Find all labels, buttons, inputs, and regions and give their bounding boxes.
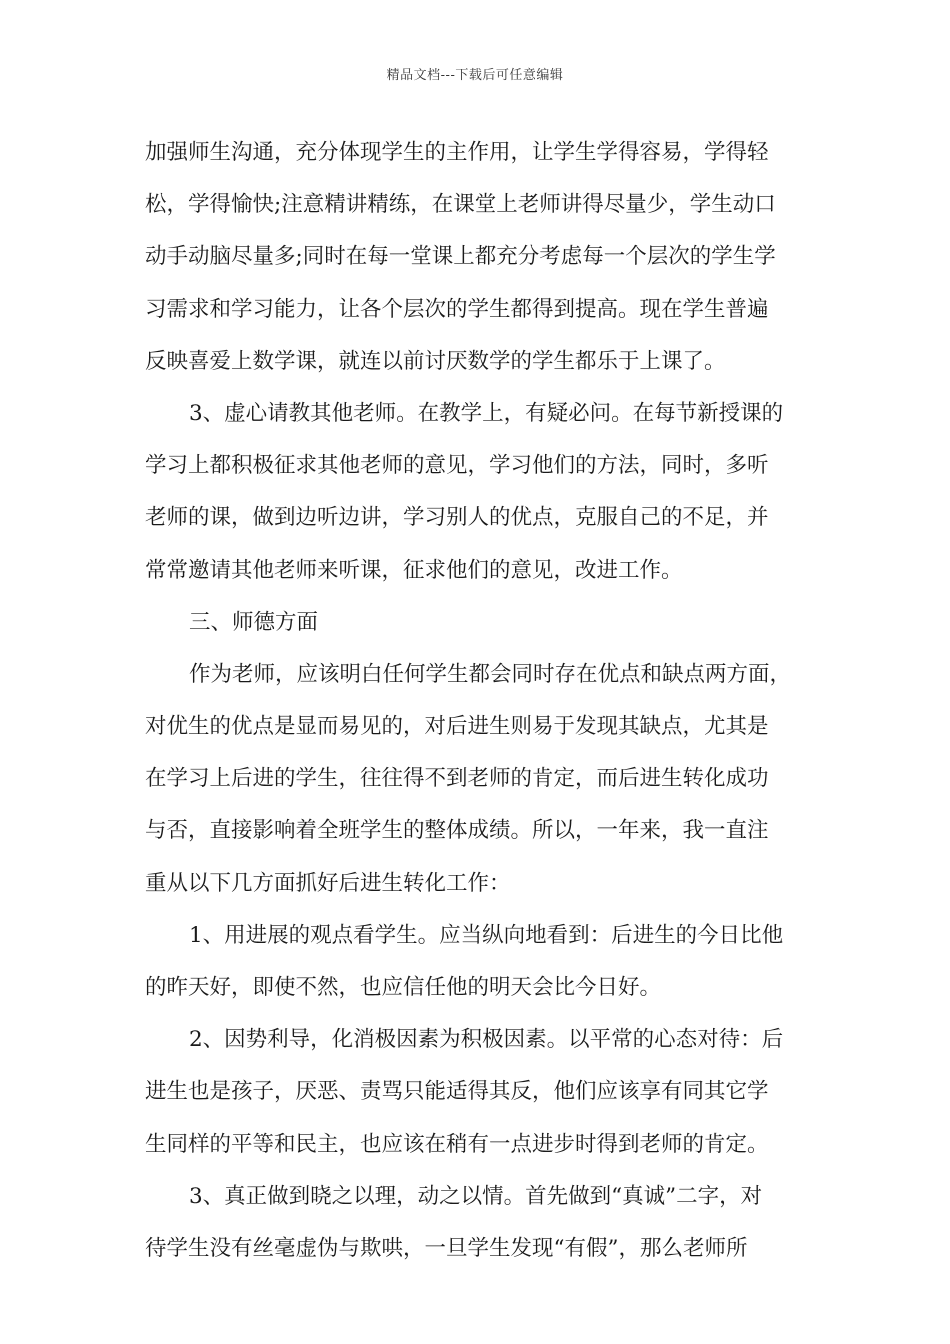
text-line: 反映喜爱上数学课，就连以前讨厌数学的学生都乐于上课了。: [145, 348, 726, 374]
paragraph: [145, 910, 805, 1014]
paragraph: [145, 1171, 805, 1275]
text-line: 1、用进展的观点看学生。应当纵向地看到：后进生的今日比他: [189, 922, 784, 948]
document-body: [145, 127, 805, 1275]
text-line: 老师的课，做到边听边讲，学习别人的优点，克服自己的不足，并: [145, 505, 769, 531]
text-line: 进生也是孩子，厌恶、责骂只能适得其反，他们应该享有同其它学: [145, 1079, 769, 1105]
text-line: 生同样的平等和民主，也应该在稍有一点进步时得到老师的肯定。: [145, 1131, 769, 1157]
text-line: 待学生没有丝毫虚伪与欺哄，一旦学生发现“有假”，那么老师所: [145, 1235, 748, 1261]
text-line: 三、师德方面: [189, 609, 319, 635]
paragraph: [145, 649, 805, 910]
paragraph: [145, 1014, 805, 1171]
text-line: 2、因势利导，化消极因素为积极因素。以平常的心态对待：后: [189, 1027, 784, 1053]
paragraph: [145, 127, 805, 388]
text-line: 动手动脑尽量多;同时在每一堂课上都充分考虑每一个层次的学生学: [145, 244, 776, 270]
text-line: 的昨天好，即使不然，也应信任他的明天会比今日好。: [145, 975, 662, 1000]
text-line: 3、虚心请教其他老师。在教学上，有疑必问。在每节新授课的: [189, 400, 784, 426]
text-line: 重从以下几方面抓好后进生转化工作：: [145, 870, 511, 896]
text-line: 与否，直接影响着全班学生的整体成绩。所以，一年来，我一直注: [145, 818, 769, 844]
text-line: 对优生的优点是显而易见的，对后进生则易于发现其缺点，尤其是: [145, 714, 769, 740]
paragraph: [145, 597, 805, 649]
page-header: 精品文档---下载后可任意编辑: [386, 68, 564, 83]
text-line: 3、真正做到晓之以理，动之以情。首先做到“真诚”二字，对: [189, 1183, 763, 1209]
text-line: 加强师生沟通，充分体现学生的主作用，让学生学得容易，学得轻: [145, 140, 769, 165]
text-line: 常常邀请其他老师来听课，征求他们的意见，改进工作。: [145, 557, 683, 583]
text-line: 学习上都积极征求其他老师的意见，学习他们的方法，同时，多听: [145, 453, 769, 479]
paragraph: [145, 388, 805, 597]
text-line: 松，学得愉快;注意精讲精练，在课堂上老师讲得尽量少，学生动口: [145, 192, 776, 218]
text-line: 习需求和学习能力，让各个层次的学生都得到提高。现在学生普遍: [145, 296, 769, 322]
text-line: 在学习上后进的学生，往往得不到老师的肯定，而后进生转化成功: [145, 766, 769, 792]
text-line: 作为老师，应该明白任何学生都会同时存在优点和缺点两方面，: [189, 661, 792, 687]
